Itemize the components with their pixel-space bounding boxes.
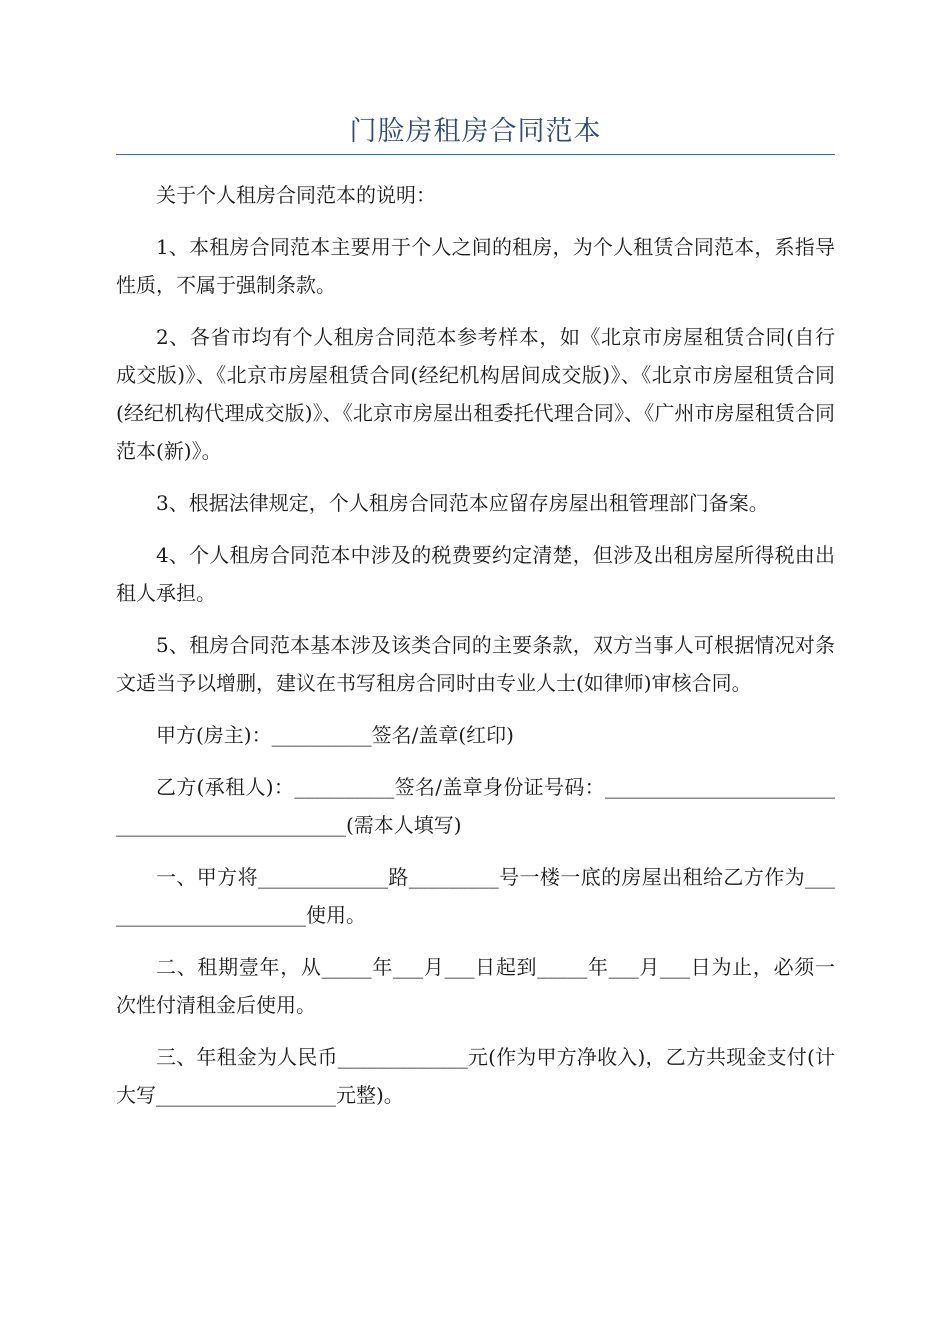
document-title: 门脸房租房合同范本 <box>349 116 602 147</box>
note-3-paragraph: 3、根据法律规定，个人租房合同范本应留存房屋出租管理部门备案。 <box>156 491 769 515</box>
note-4-paragraph: 4、个人租房合同范本中涉及的税费要约定清楚，但涉及出租房屋所得税由出租人承担。 <box>116 543 835 605</box>
party-b-line: 乙方(承租人)：__________签名/盖章身份证号码：______________________________________________(需本人填写) <box>116 775 835 837</box>
clause-3-paragraph: 三、年租金为人民币_____________元(作为甲方净收入)，乙方共现金支付(计大写__________________元整)。 <box>116 1045 835 1107</box>
document-body <box>116 176 835 1128</box>
party-a-line: 甲方(房主)：__________签名/盖章(红印) <box>156 723 514 747</box>
clause-1-paragraph: 一、甲方将_____________路_________号一楼一底的房屋出租给乙方作为______________________使用。 <box>116 865 835 927</box>
clause-2-paragraph: 二、租期壹年，从_____年___月___日起到_____年___月___日为止，必须一次性付清租金后使用。 <box>116 955 835 1017</box>
title-divider <box>116 154 835 155</box>
note-1-paragraph: 1、本租房合同范本主要用于个人之间的租房，为个人租赁合同范本，系指导性质，不属于强制条款。 <box>116 235 835 297</box>
note-5-paragraph: 5、租房合同范本基本涉及该类合同的主要条款，双方当事人可根据情况对条文适当予以增删，建议在书写租房合同时由专业人士(如律师)审核合同。 <box>116 633 835 695</box>
intro-paragraph: 关于个人租房合同范本的说明： <box>156 183 436 207</box>
note-2-paragraph: 2、各省市均有个人租房合同范本参考样本，如《北京市房屋租赁合同(自行成交版)》、《北京市房屋租赁合同(经纪机构居间成交版)》、《北京市房屋租赁合同(经纪机构代理成交版)》、《北京市房屋出租委托代理合同》、《广州市房屋租赁合同范本(新)》。 <box>116 325 835 463</box>
